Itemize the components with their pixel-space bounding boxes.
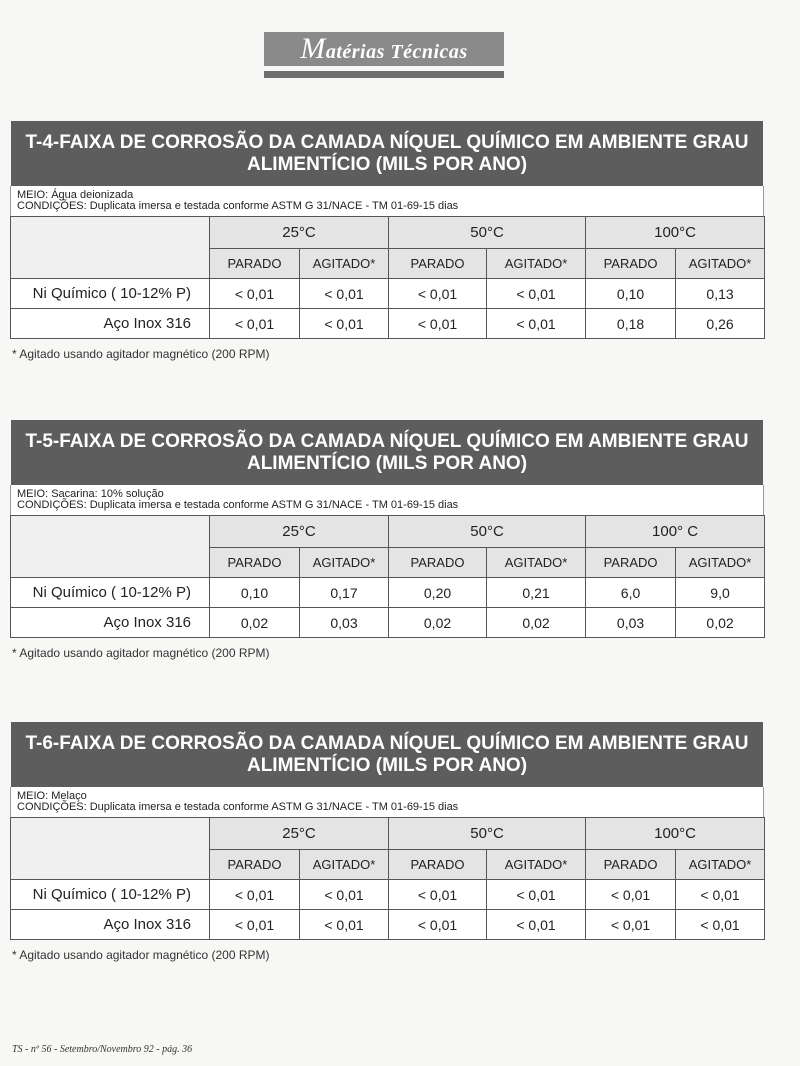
value-cell: 0,10	[586, 279, 676, 309]
temperature-row	[11, 818, 765, 850]
table-row	[11, 309, 765, 339]
mode-header: AGITADO*	[300, 249, 389, 279]
value-cell: < 0,01	[389, 880, 487, 910]
value-cell: < 0,01	[676, 880, 765, 910]
value-cell: < 0,01	[389, 309, 487, 339]
mode-header: AGITADO*	[487, 850, 586, 880]
row-label: Aço Inox 316	[11, 910, 210, 940]
value-cell: 0,26	[676, 309, 765, 339]
table-title: T-5-FAIXA DE CORROSÃO DA CAMADA NÍQUEL QUÍMICO EM AMBIENTE GRAU ALIMENTÍCIO (MILS POR ANO)	[11, 420, 763, 485]
mode-header: PARADO	[210, 548, 300, 578]
temp-header: 100°C	[586, 818, 765, 850]
table-title: T-6-FAIXA DE CORROSÃO DA CAMADA NÍQUEL QUÍMICO EM AMBIENTE GRAU ALIMENTÍCIO (MILS POR ANO)	[11, 722, 763, 787]
value-cell: 0,17	[300, 578, 389, 608]
temp-header: 100° C	[586, 516, 765, 548]
conditions-text: CONDIÇÕES: Duplicata imersa e testada conforme ASTM G 31/NACE - TM 01-69-15 dias	[17, 499, 459, 511]
value-cell: < 0,01	[210, 279, 300, 309]
section-title-cap: M	[300, 32, 326, 65]
mode-header: AGITADO*	[487, 548, 586, 578]
table-conditions	[10, 787, 764, 817]
table-t4	[10, 121, 764, 361]
value-cell: < 0,01	[210, 910, 300, 940]
value-cell: 0,13	[676, 279, 765, 309]
mode-header: AGITADO*	[487, 249, 586, 279]
mode-header: AGITADO*	[676, 850, 765, 880]
temp-header: 25°C	[210, 217, 389, 249]
temperature-row	[11, 516, 765, 548]
temp-header: 100°C	[586, 217, 765, 249]
data-table	[10, 515, 765, 638]
row-label: Ni Químico ( 10-12% P)	[11, 880, 210, 910]
medium-text: MEIO: Sacarina: 10% solução	[17, 488, 164, 500]
temperature-row	[11, 217, 765, 249]
footnote: * Agitado usando agitador magnético (200 RPM)	[12, 347, 270, 361]
conditions-text: CONDIÇÕES: Duplicata imersa e testada conforme ASTM G 31/NACE - TM 01-69-15 dias	[17, 200, 459, 212]
value-cell: < 0,01	[389, 910, 487, 940]
value-cell: 0,02	[389, 608, 487, 638]
section-title	[300, 32, 467, 66]
mode-header: PARADO	[210, 850, 300, 880]
table-conditions	[10, 485, 764, 515]
temp-header: 50°C	[389, 516, 586, 548]
value-cell: < 0,01	[389, 279, 487, 309]
table-row	[11, 880, 765, 910]
value-cell: 0,02	[676, 608, 765, 638]
data-table	[10, 216, 765, 339]
value-cell: < 0,01	[300, 309, 389, 339]
table-t5	[10, 420, 764, 660]
value-cell: < 0,01	[300, 279, 389, 309]
value-cell: < 0,01	[487, 910, 586, 940]
conditions-text: CONDIÇÕES: Duplicata imersa e testada conforme ASTM G 31/NACE - TM 01-69-15 dias	[17, 801, 459, 813]
row-label: Aço Inox 316	[11, 309, 210, 339]
corner-cell	[11, 217, 210, 279]
value-cell: < 0,01	[210, 880, 300, 910]
mode-header: AGITADO*	[676, 249, 765, 279]
table-conditions	[10, 186, 764, 216]
mode-header: AGITADO*	[676, 548, 765, 578]
mode-header: PARADO	[586, 850, 676, 880]
value-cell: 6,0	[586, 578, 676, 608]
mode-header: PARADO	[389, 850, 487, 880]
row-label: Aço Inox 316	[11, 608, 210, 638]
page-footer: TS - nº 56 - Setembro/Novembro 92 - pág. 36	[12, 1044, 193, 1055]
mode-header: PARADO	[389, 249, 487, 279]
value-cell: < 0,01	[487, 279, 586, 309]
temp-header: 25°C	[210, 516, 389, 548]
row-label: Ni Químico ( 10-12% P)	[11, 279, 210, 309]
mode-header: PARADO	[210, 249, 300, 279]
medium-text: MEIO: Melaço	[17, 790, 87, 802]
value-cell: 0,10	[210, 578, 300, 608]
value-cell: 0,02	[487, 608, 586, 638]
value-cell: 0,18	[586, 309, 676, 339]
value-cell: 0,03	[586, 608, 676, 638]
footnote: * Agitado usando agitador magnético (200 RPM)	[12, 948, 270, 962]
table-row	[11, 608, 765, 638]
temp-header: 50°C	[389, 217, 586, 249]
value-cell: 9,0	[676, 578, 765, 608]
value-cell: < 0,01	[586, 880, 676, 910]
section-header	[264, 32, 504, 82]
mode-header: AGITADO*	[300, 850, 389, 880]
value-cell: < 0,01	[300, 910, 389, 940]
table-row	[11, 910, 765, 940]
value-cell: < 0,01	[300, 880, 389, 910]
value-cell: 0,21	[487, 578, 586, 608]
mode-header: PARADO	[586, 249, 676, 279]
data-table	[10, 817, 765, 940]
footnote: * Agitado usando agitador magnético (200 RPM)	[12, 646, 270, 660]
mode-header: PARADO	[389, 548, 487, 578]
mode-header: PARADO	[586, 548, 676, 578]
corner-cell	[11, 516, 210, 578]
table-row	[11, 279, 765, 309]
value-cell: < 0,01	[676, 910, 765, 940]
value-cell: 0,03	[300, 608, 389, 638]
medium-text: MEIO: Água deionizada	[17, 189, 134, 201]
value-cell: < 0,01	[586, 910, 676, 940]
table-title: T-4-FAIXA DE CORROSÃO DA CAMADA NÍQUEL QUÍMICO EM AMBIENTE GRAU ALIMENTÍCIO (MILS POR ANO)	[11, 121, 763, 186]
table-t6	[10, 722, 764, 962]
row-label: Ni Químico ( 10-12% P)	[11, 578, 210, 608]
table-row	[11, 578, 765, 608]
temp-header: 50°C	[389, 818, 586, 850]
mode-header: AGITADO*	[300, 548, 389, 578]
section-title-rule	[264, 71, 504, 78]
value-cell: 0,02	[210, 608, 300, 638]
section-title-bar	[264, 32, 504, 66]
temp-header: 25°C	[210, 818, 389, 850]
value-cell: < 0,01	[210, 309, 300, 339]
value-cell: < 0,01	[487, 309, 586, 339]
corner-cell	[11, 818, 210, 880]
section-title-rest: atérias Técnicas	[325, 41, 468, 63]
value-cell: < 0,01	[487, 880, 586, 910]
value-cell: 0,20	[389, 578, 487, 608]
